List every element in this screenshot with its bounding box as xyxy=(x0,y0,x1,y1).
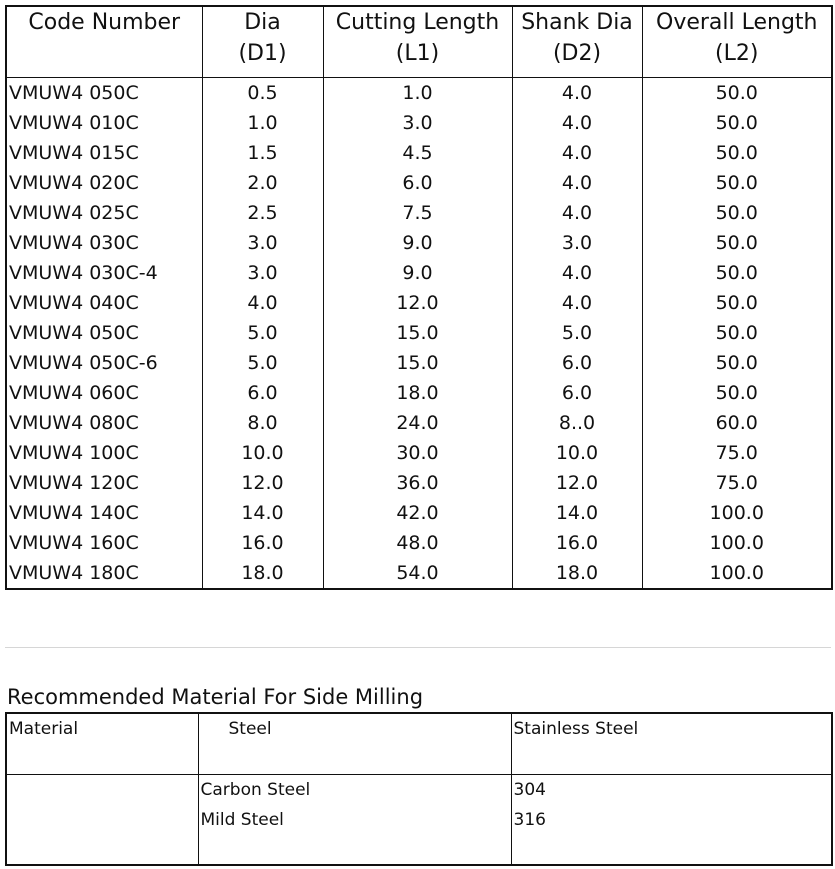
code-number-cell: VMUW4 140C xyxy=(6,498,202,528)
table-row xyxy=(6,378,832,408)
code-number-cell: VMUW4 030C-4 xyxy=(6,258,202,288)
code-number-cell: VMUW4 120C xyxy=(6,468,202,498)
material-empty-cell xyxy=(6,775,198,866)
header-cutting-length xyxy=(323,6,512,78)
overall-length-cell: 50.0 xyxy=(642,288,832,318)
cutting-length-cell: 42.0 xyxy=(323,498,512,528)
code-number-cell: VMUW4 060C xyxy=(6,378,202,408)
code-number-cell: VMUW4 080C xyxy=(6,408,202,438)
recommended-table xyxy=(5,712,833,866)
shank-dia-cell: 14.0 xyxy=(512,498,642,528)
table-row xyxy=(6,498,832,528)
table-row xyxy=(6,438,832,468)
table-row xyxy=(6,528,832,558)
steel-header: Steel xyxy=(198,713,511,775)
material-header: Material xyxy=(6,713,198,775)
steel-items-cell xyxy=(198,775,511,866)
header-sub-label: (D2) xyxy=(552,41,602,66)
table-row xyxy=(6,348,832,378)
spec-header-row xyxy=(6,6,832,78)
shank-dia-cell: 6.0 xyxy=(512,378,642,408)
stainless-item: 304 xyxy=(513,780,546,800)
cutting-length-cell: 4.5 xyxy=(323,138,512,168)
table-row xyxy=(6,228,832,258)
header-label: Shank Dia xyxy=(521,10,633,35)
overall-length-cell: 50.0 xyxy=(642,108,832,138)
dia-cell: 3.0 xyxy=(202,228,323,258)
overall-length-cell: 50.0 xyxy=(642,168,832,198)
table-row xyxy=(6,138,832,168)
spec-table-container xyxy=(5,5,831,590)
dia-cell: 2.5 xyxy=(202,198,323,228)
overall-length-cell: 50.0 xyxy=(642,378,832,408)
shank-dia-cell: 16.0 xyxy=(512,528,642,558)
code-number-cell: VMUW4 160C xyxy=(6,528,202,558)
dia-cell: 2.0 xyxy=(202,168,323,198)
header-label: Code Number xyxy=(28,10,181,35)
spec-table-body xyxy=(6,78,832,590)
header-sub-label: (D1) xyxy=(238,41,287,66)
overall-length-cell: 50.0 xyxy=(642,318,832,348)
table-row xyxy=(6,78,832,109)
recommended-body-row xyxy=(6,775,832,866)
shank-dia-cell: 4.0 xyxy=(512,168,642,198)
overall-length-cell: 100.0 xyxy=(642,498,832,528)
code-number-cell: VMUW4 050C xyxy=(6,318,202,348)
dia-cell: 6.0 xyxy=(202,378,323,408)
table-row xyxy=(6,318,832,348)
recommended-table-container xyxy=(5,712,831,866)
code-number-cell: VMUW4 180C xyxy=(6,558,202,589)
dia-cell: 3.0 xyxy=(202,258,323,288)
stainless-item: 316 xyxy=(513,810,546,830)
overall-length-cell: 75.0 xyxy=(642,468,832,498)
dia-cell: 5.0 xyxy=(202,348,323,378)
code-number-cell: VMUW4 050C-6 xyxy=(6,348,202,378)
shank-dia-cell: 4.0 xyxy=(512,78,642,109)
table-row xyxy=(6,288,832,318)
code-number-cell: VMUW4 100C xyxy=(6,438,202,468)
code-number-cell: VMUW4 025C xyxy=(6,198,202,228)
code-number-cell: VMUW4 015C xyxy=(6,138,202,168)
shank-dia-cell: 4.0 xyxy=(512,258,642,288)
overall-length-cell: 50.0 xyxy=(642,198,832,228)
shank-dia-cell: 10.0 xyxy=(512,438,642,468)
table-row xyxy=(6,408,832,438)
cutting-length-cell: 12.0 xyxy=(323,288,512,318)
header-sub-label: (L2) xyxy=(715,41,759,66)
cutting-length-cell: 9.0 xyxy=(323,258,512,288)
overall-length-cell: 50.0 xyxy=(642,258,832,288)
header-sub-label: (L1) xyxy=(395,41,440,66)
shank-dia-cell: 4.0 xyxy=(512,198,642,228)
table-row xyxy=(6,258,832,288)
cutting-length-cell: 24.0 xyxy=(323,408,512,438)
code-number-cell: VMUW4 030C xyxy=(6,228,202,258)
cutting-length-cell: 1.0 xyxy=(323,78,512,109)
dia-cell: 0.5 xyxy=(202,78,323,109)
shank-dia-cell: 4.0 xyxy=(512,138,642,168)
overall-length-cell: 100.0 xyxy=(642,558,832,589)
dia-cell: 14.0 xyxy=(202,498,323,528)
overall-length-cell: 50.0 xyxy=(642,78,832,109)
code-number-cell: VMUW4 010C xyxy=(6,108,202,138)
overall-length-cell: 100.0 xyxy=(642,528,832,558)
code-number-cell: VMUW4 040C xyxy=(6,288,202,318)
dia-cell: 4.0 xyxy=(202,288,323,318)
recommended-header-row xyxy=(6,713,832,775)
header-label: Dia xyxy=(244,10,281,35)
dia-cell: 18.0 xyxy=(202,558,323,589)
cutting-length-cell: 18.0 xyxy=(323,378,512,408)
cutting-length-cell: 36.0 xyxy=(323,468,512,498)
shank-dia-cell: 4.0 xyxy=(512,108,642,138)
cutting-length-cell: 9.0 xyxy=(323,228,512,258)
cutting-length-cell: 6.0 xyxy=(323,168,512,198)
dia-cell: 16.0 xyxy=(202,528,323,558)
table-row xyxy=(6,468,832,498)
table-row xyxy=(6,198,832,228)
overall-length-cell: 50.0 xyxy=(642,138,832,168)
header-code-number xyxy=(6,6,202,78)
cutting-length-cell: 7.5 xyxy=(323,198,512,228)
overall-length-cell: 75.0 xyxy=(642,438,832,468)
shank-dia-cell: 6.0 xyxy=(512,348,642,378)
overall-length-cell: 50.0 xyxy=(642,228,832,258)
code-number-cell: VMUW4 050C xyxy=(6,78,202,109)
dia-cell: 1.0 xyxy=(202,108,323,138)
dia-cell: 10.0 xyxy=(202,438,323,468)
header-overall-length xyxy=(642,6,832,78)
table-row xyxy=(6,108,832,138)
cutting-length-cell: 30.0 xyxy=(323,438,512,468)
shank-dia-cell: 12.0 xyxy=(512,468,642,498)
section-divider xyxy=(5,647,831,648)
shank-dia-cell: 8..0 xyxy=(512,408,642,438)
shank-dia-cell: 18.0 xyxy=(512,558,642,589)
header-label: Overall Length xyxy=(656,10,818,35)
cutting-length-cell: 48.0 xyxy=(323,528,512,558)
stainless-header: Stainless Steel xyxy=(511,713,832,775)
dia-cell: 12.0 xyxy=(202,468,323,498)
steel-item: Mild Steel xyxy=(200,810,284,830)
table-row xyxy=(6,168,832,198)
header-dia xyxy=(202,6,323,78)
recommended-title: Recommended Material For Side Milling xyxy=(7,685,424,709)
cutting-length-cell: 3.0 xyxy=(323,108,512,138)
cutting-length-cell: 15.0 xyxy=(323,348,512,378)
header-shank-dia xyxy=(512,6,642,78)
dia-cell: 1.5 xyxy=(202,138,323,168)
shank-dia-cell: 5.0 xyxy=(512,318,642,348)
stainless-items-cell xyxy=(511,775,832,866)
code-number-cell: VMUW4 020C xyxy=(6,168,202,198)
cutting-length-cell: 54.0 xyxy=(323,558,512,589)
dia-cell: 5.0 xyxy=(202,318,323,348)
table-row xyxy=(6,558,832,589)
shank-dia-cell: 4.0 xyxy=(512,288,642,318)
overall-length-cell: 50.0 xyxy=(642,348,832,378)
header-label: Cutting Length xyxy=(335,10,500,35)
cutting-length-cell: 15.0 xyxy=(323,318,512,348)
shank-dia-cell: 3.0 xyxy=(512,228,642,258)
steel-item: Carbon Steel xyxy=(200,780,311,800)
dia-cell: 8.0 xyxy=(202,408,323,438)
spec-table xyxy=(5,5,833,590)
overall-length-cell: 60.0 xyxy=(642,408,832,438)
